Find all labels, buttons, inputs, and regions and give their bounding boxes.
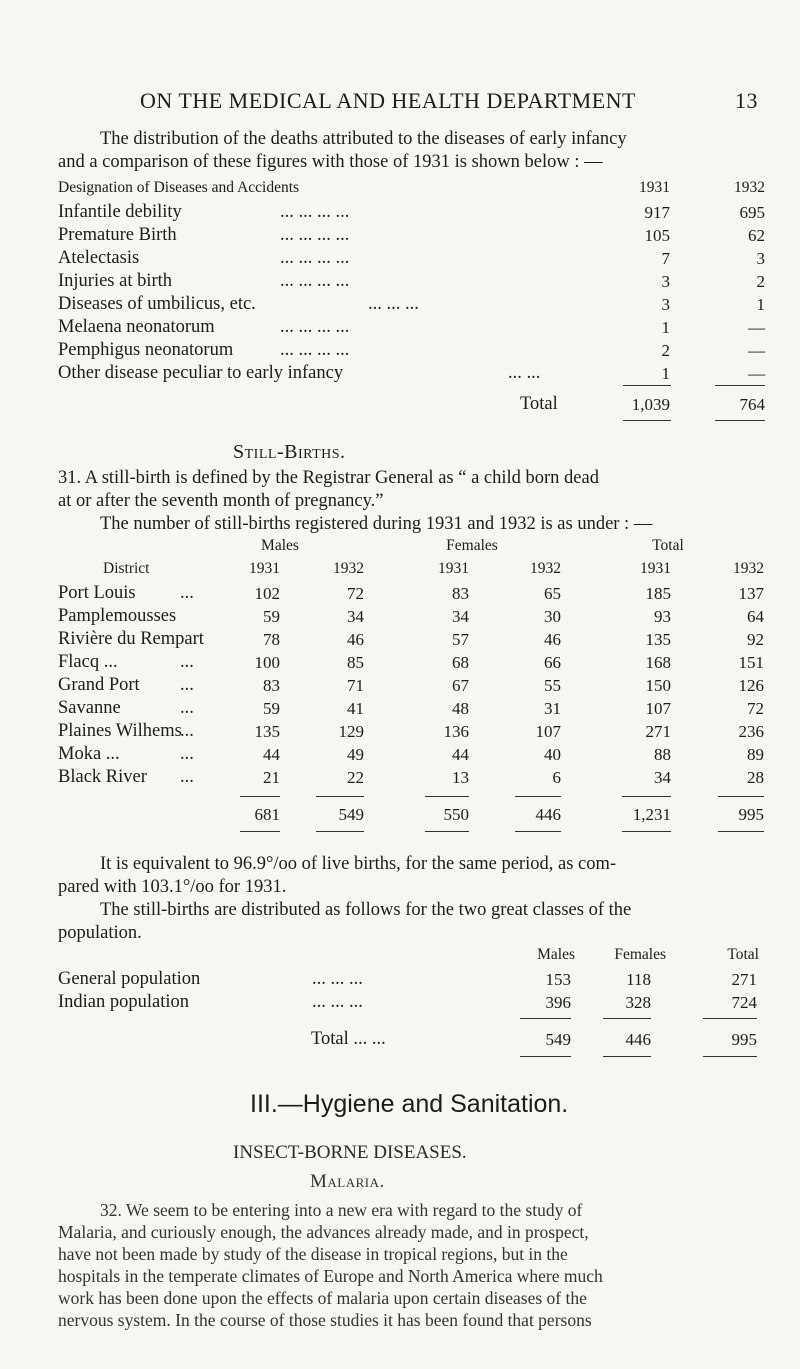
total-total-1932: 995 bbox=[738, 805, 764, 824]
district-name: Pamplemousses bbox=[58, 606, 177, 626]
cell-females-1931: 136 bbox=[443, 722, 469, 741]
intro-line-2: and a comparison of these figures with those of 1931 is shown below : — bbox=[58, 152, 603, 172]
infancy-row-1932: 1 bbox=[756, 295, 765, 314]
pop-total-label: Total ... ... bbox=[311, 1029, 386, 1049]
para-31-line-2: at or after the seventh month of pregnancy.” bbox=[58, 491, 384, 511]
cell-males-1931: 59 bbox=[263, 699, 280, 718]
cell-total-1931: 107 bbox=[645, 699, 671, 718]
infancy-row-1932: — bbox=[748, 318, 765, 337]
cell-females-1931: 13 bbox=[452, 768, 469, 787]
infancy-row-name: Pemphigus neonatorum bbox=[58, 340, 234, 360]
cell-females-1932: 30 bbox=[544, 607, 561, 626]
infancy-row-1931: 7 bbox=[661, 249, 670, 268]
cell-females-1932: 46 bbox=[544, 630, 561, 649]
dist-line-1: The still-births are distributed as follows for the two great classes of the bbox=[100, 900, 632, 920]
infancy-header-1932: 1932 bbox=[734, 179, 765, 196]
infancy-rule bbox=[715, 420, 765, 421]
district-name: Savanne bbox=[58, 698, 121, 718]
cell-total-1932: 151 bbox=[738, 653, 764, 672]
cell-females-1931: 57 bbox=[452, 630, 469, 649]
table-rule bbox=[622, 831, 671, 832]
cell-total-1931: 168 bbox=[645, 653, 671, 672]
infancy-rule bbox=[715, 385, 765, 386]
cell-males-1932: 49 bbox=[347, 745, 364, 764]
cell-females-1931: 83 bbox=[452, 584, 469, 603]
pop-row-name: General population bbox=[58, 969, 201, 989]
cell-females-1931: 44 bbox=[452, 745, 469, 764]
para-32-line-5: work has been done upon the effects of malaria upon certain diseases of the bbox=[58, 1288, 587, 1308]
col-header-1932: 1932 bbox=[733, 560, 764, 577]
infancy-row-name: Diseases of umbilicus, etc. bbox=[58, 294, 256, 314]
total-females-1931: 550 bbox=[443, 805, 469, 824]
pop-row-females: 118 bbox=[626, 970, 651, 989]
cell-males-1932: 41 bbox=[347, 699, 364, 718]
cell-males-1932: 71 bbox=[347, 676, 364, 695]
infancy-row-1931: 1 bbox=[661, 318, 670, 337]
col-header-1931: 1931 bbox=[438, 560, 469, 577]
dist-line-2: population. bbox=[58, 923, 142, 943]
table-rule bbox=[240, 796, 280, 797]
infancy-row-name: Other disease peculiar to early infancy bbox=[58, 363, 344, 383]
infancy-row-leader: ... ... ... ... bbox=[280, 248, 350, 268]
cell-females-1932: 107 bbox=[535, 722, 561, 741]
cell-total-1931: 93 bbox=[654, 607, 671, 626]
infancy-header-designation: Designation of Diseases and Accidents bbox=[58, 179, 300, 196]
cell-total-1931: 135 bbox=[645, 630, 671, 649]
district-leader: ... bbox=[180, 721, 194, 741]
infancy-row-name: Atelectasis bbox=[58, 248, 140, 268]
cell-females-1931: 68 bbox=[452, 653, 469, 672]
infancy-row-1931: 3 bbox=[661, 295, 670, 314]
table-rule bbox=[718, 831, 764, 832]
cell-males-1932: 34 bbox=[347, 607, 364, 626]
cell-total-1931: 150 bbox=[645, 676, 671, 695]
table-rule bbox=[316, 831, 364, 832]
still-births-heading: Still-Births. bbox=[233, 441, 346, 463]
infancy-row-1931: 1 bbox=[661, 364, 670, 383]
infancy-row-1932: 2 bbox=[756, 272, 765, 291]
infancy-row-1932: 695 bbox=[739, 203, 765, 222]
pop-row-females: 328 bbox=[625, 993, 651, 1012]
pop-row-males: 153 bbox=[545, 970, 571, 989]
table-rule bbox=[240, 831, 280, 832]
infancy-rule bbox=[623, 420, 671, 421]
pop-rule bbox=[520, 1018, 571, 1019]
cell-total-1932: 236 bbox=[738, 722, 764, 741]
cell-females-1932: 31 bbox=[544, 699, 561, 718]
cell-females-1932: 6 bbox=[552, 768, 561, 787]
infancy-row-name: Melaena neonatorum bbox=[58, 317, 215, 337]
cell-total-1931: 185 bbox=[645, 584, 671, 603]
infancy-row-leader: ... ... ... bbox=[368, 294, 419, 314]
district-leader: ... bbox=[180, 698, 194, 718]
district-leader: ... bbox=[180, 675, 194, 695]
cell-females-1932: 65 bbox=[544, 584, 561, 603]
col-header-1931: 1931 bbox=[640, 560, 671, 577]
district-name: Moka ... bbox=[58, 744, 120, 764]
pop-row-leader: ... ... ... bbox=[312, 969, 363, 989]
table-rule bbox=[515, 831, 561, 832]
cell-males-1931: 102 bbox=[254, 584, 280, 603]
cell-females-1931: 48 bbox=[452, 699, 469, 718]
pop-row-leader: ... ... ... bbox=[312, 992, 363, 1012]
table-rule bbox=[316, 796, 364, 797]
equiv-line-2: pared with 103.1°/oo for 1931. bbox=[58, 877, 287, 897]
cell-total-1931: 271 bbox=[645, 722, 671, 741]
para-32-line-4: hospitals in the temperate climates of Europe and North America where much bbox=[58, 1266, 603, 1286]
total-males-1931: 681 bbox=[254, 805, 280, 824]
infancy-row-leader: ... ... ... ... bbox=[280, 317, 350, 337]
cell-males-1932: 46 bbox=[347, 630, 364, 649]
infancy-row-leader: ... ... ... ... bbox=[280, 202, 350, 222]
table-rule bbox=[425, 831, 469, 832]
cell-females-1932: 66 bbox=[544, 653, 561, 672]
infancy-total-1931: 1,039 bbox=[631, 395, 670, 414]
col-header-1932: 1932 bbox=[530, 560, 561, 577]
equiv-line-1: It is equivalent to 96.9°/oo of live births, for the same period, as com- bbox=[100, 854, 617, 874]
cell-males-1932: 85 bbox=[347, 653, 364, 672]
table-rule bbox=[622, 796, 671, 797]
para-32-line-3: have not been made by study of the disease in tropical regions, but in the bbox=[58, 1244, 568, 1264]
district-name: Rivière du Rempart bbox=[58, 629, 204, 649]
cell-males-1932: 22 bbox=[347, 768, 364, 787]
malaria-heading: Malaria. bbox=[310, 1171, 385, 1192]
cell-total-1932: 72 bbox=[747, 699, 764, 718]
para-31-line-1: 31. A still-birth is defined by the Registrar General as “ a child born dead bbox=[58, 468, 599, 488]
cell-total-1932: 126 bbox=[738, 676, 764, 695]
cell-females-1931: 34 bbox=[452, 607, 469, 626]
district-name: Plaines Wilhems bbox=[58, 721, 182, 741]
infancy-row-1931: 2 bbox=[661, 341, 670, 360]
col-header-1932: 1932 bbox=[333, 560, 364, 577]
cell-males-1931: 78 bbox=[263, 630, 280, 649]
para-32-line-1: 32. We seem to be entering into a new era with regard to the study of bbox=[100, 1200, 583, 1220]
section-subheading: INSECT-BORNE DISEASES. bbox=[233, 1142, 467, 1163]
district-leader: ... bbox=[180, 744, 194, 764]
cell-males-1931: 83 bbox=[263, 676, 280, 695]
infancy-row-name: Injuries at birth bbox=[58, 271, 173, 291]
district-leader: ... bbox=[180, 583, 194, 603]
cell-males-1931: 44 bbox=[263, 745, 280, 764]
still-births-number-line: The number of still-births registered during 1931 and 1932 is as under : — bbox=[100, 514, 653, 534]
infancy-row-1932: — bbox=[748, 341, 765, 360]
group-header-males: Males bbox=[261, 537, 299, 554]
col-header-district: District bbox=[103, 560, 150, 577]
district-name: Grand Port bbox=[58, 675, 140, 695]
district-name: Black River bbox=[58, 767, 147, 787]
infancy-row-leader: ... ... bbox=[508, 363, 541, 383]
district-leader: ... bbox=[180, 652, 194, 672]
cell-males-1931: 135 bbox=[254, 722, 280, 741]
infancy-row-leader: ... ... ... ... bbox=[280, 271, 350, 291]
section-heading: III.—Hygiene and Sanitation. bbox=[250, 1090, 569, 1118]
cell-total-1932: 137 bbox=[738, 584, 764, 603]
total-females-1932: 446 bbox=[535, 805, 561, 824]
para-32-line-2: Malaria, and curiously enough, the advances already made, and in prospect, bbox=[58, 1222, 589, 1242]
group-header-females: Females bbox=[446, 537, 498, 554]
page-number: 13 bbox=[735, 88, 758, 113]
infancy-row-leader: ... ... ... ... bbox=[280, 225, 350, 245]
cell-total-1931: 88 bbox=[654, 745, 671, 764]
pop-total-males: 549 bbox=[545, 1030, 571, 1049]
pop-row-total: 271 bbox=[731, 970, 757, 989]
cell-females-1931: 67 bbox=[452, 676, 469, 695]
cell-total-1932: 28 bbox=[747, 768, 764, 787]
pop-row-total: 724 bbox=[731, 993, 757, 1012]
pop-rule bbox=[520, 1056, 571, 1057]
district-name: Port Louis bbox=[58, 583, 136, 603]
infancy-rule bbox=[623, 385, 671, 386]
pop-rule bbox=[703, 1056, 757, 1057]
infancy-header-1931: 1931 bbox=[639, 179, 670, 196]
pop-rule bbox=[703, 1018, 757, 1019]
infancy-row-1931: 105 bbox=[644, 226, 670, 245]
table-rule bbox=[718, 796, 764, 797]
para-32-line-6: nervous system. In the course of those studies it has been found that persons bbox=[58, 1310, 592, 1330]
pop-total-females: 446 bbox=[625, 1030, 651, 1049]
infancy-row-1932: 62 bbox=[748, 226, 765, 245]
infancy-row-1932: 3 bbox=[756, 249, 765, 268]
infancy-row-1931: 3 bbox=[661, 272, 670, 291]
total-males-1932: 549 bbox=[338, 805, 364, 824]
infancy-row-name: Premature Birth bbox=[58, 225, 177, 245]
pop-rule bbox=[603, 1018, 651, 1019]
cell-males-1932: 72 bbox=[347, 584, 364, 603]
table-rule bbox=[515, 796, 561, 797]
pop-rule bbox=[603, 1056, 651, 1057]
group-header-total: Total bbox=[652, 537, 684, 554]
cell-females-1932: 40 bbox=[544, 745, 561, 764]
table-rule bbox=[425, 796, 469, 797]
district-leader: ... bbox=[180, 767, 194, 787]
running-header-title: ON THE MEDICAL AND HEALTH DEPARTMENT bbox=[140, 88, 636, 113]
cell-males-1931: 59 bbox=[263, 607, 280, 626]
pop-row-males: 396 bbox=[545, 993, 571, 1012]
cell-total-1931: 34 bbox=[654, 768, 671, 787]
pop-header-females: Females bbox=[614, 946, 666, 963]
intro-line-1: The distribution of the deaths attributed to the diseases of early infancy bbox=[100, 129, 627, 149]
infancy-total-label: Total bbox=[520, 394, 558, 414]
cell-females-1932: 55 bbox=[544, 676, 561, 695]
pop-total-total: 995 bbox=[731, 1030, 757, 1049]
infancy-row-1932: — bbox=[748, 364, 765, 383]
cell-males-1931: 21 bbox=[263, 768, 280, 787]
infancy-row-leader: ... ... ... ... bbox=[280, 340, 350, 360]
district-name: Flacq ... bbox=[58, 652, 118, 672]
pop-header-males: Males bbox=[537, 946, 575, 963]
pop-row-name: Indian population bbox=[58, 992, 190, 1012]
cell-total-1932: 92 bbox=[747, 630, 764, 649]
cell-males-1931: 100 bbox=[254, 653, 280, 672]
pop-header-total: Total bbox=[727, 946, 759, 963]
col-header-1931: 1931 bbox=[249, 560, 280, 577]
cell-males-1932: 129 bbox=[338, 722, 364, 741]
cell-total-1932: 89 bbox=[747, 745, 764, 764]
infancy-row-1931: 917 bbox=[644, 203, 670, 222]
infancy-total-1932: 764 bbox=[739, 395, 765, 414]
cell-total-1932: 64 bbox=[747, 607, 764, 626]
total-total-1931: 1,231 bbox=[632, 805, 671, 824]
infancy-row-name: Infantile debility bbox=[58, 202, 182, 222]
